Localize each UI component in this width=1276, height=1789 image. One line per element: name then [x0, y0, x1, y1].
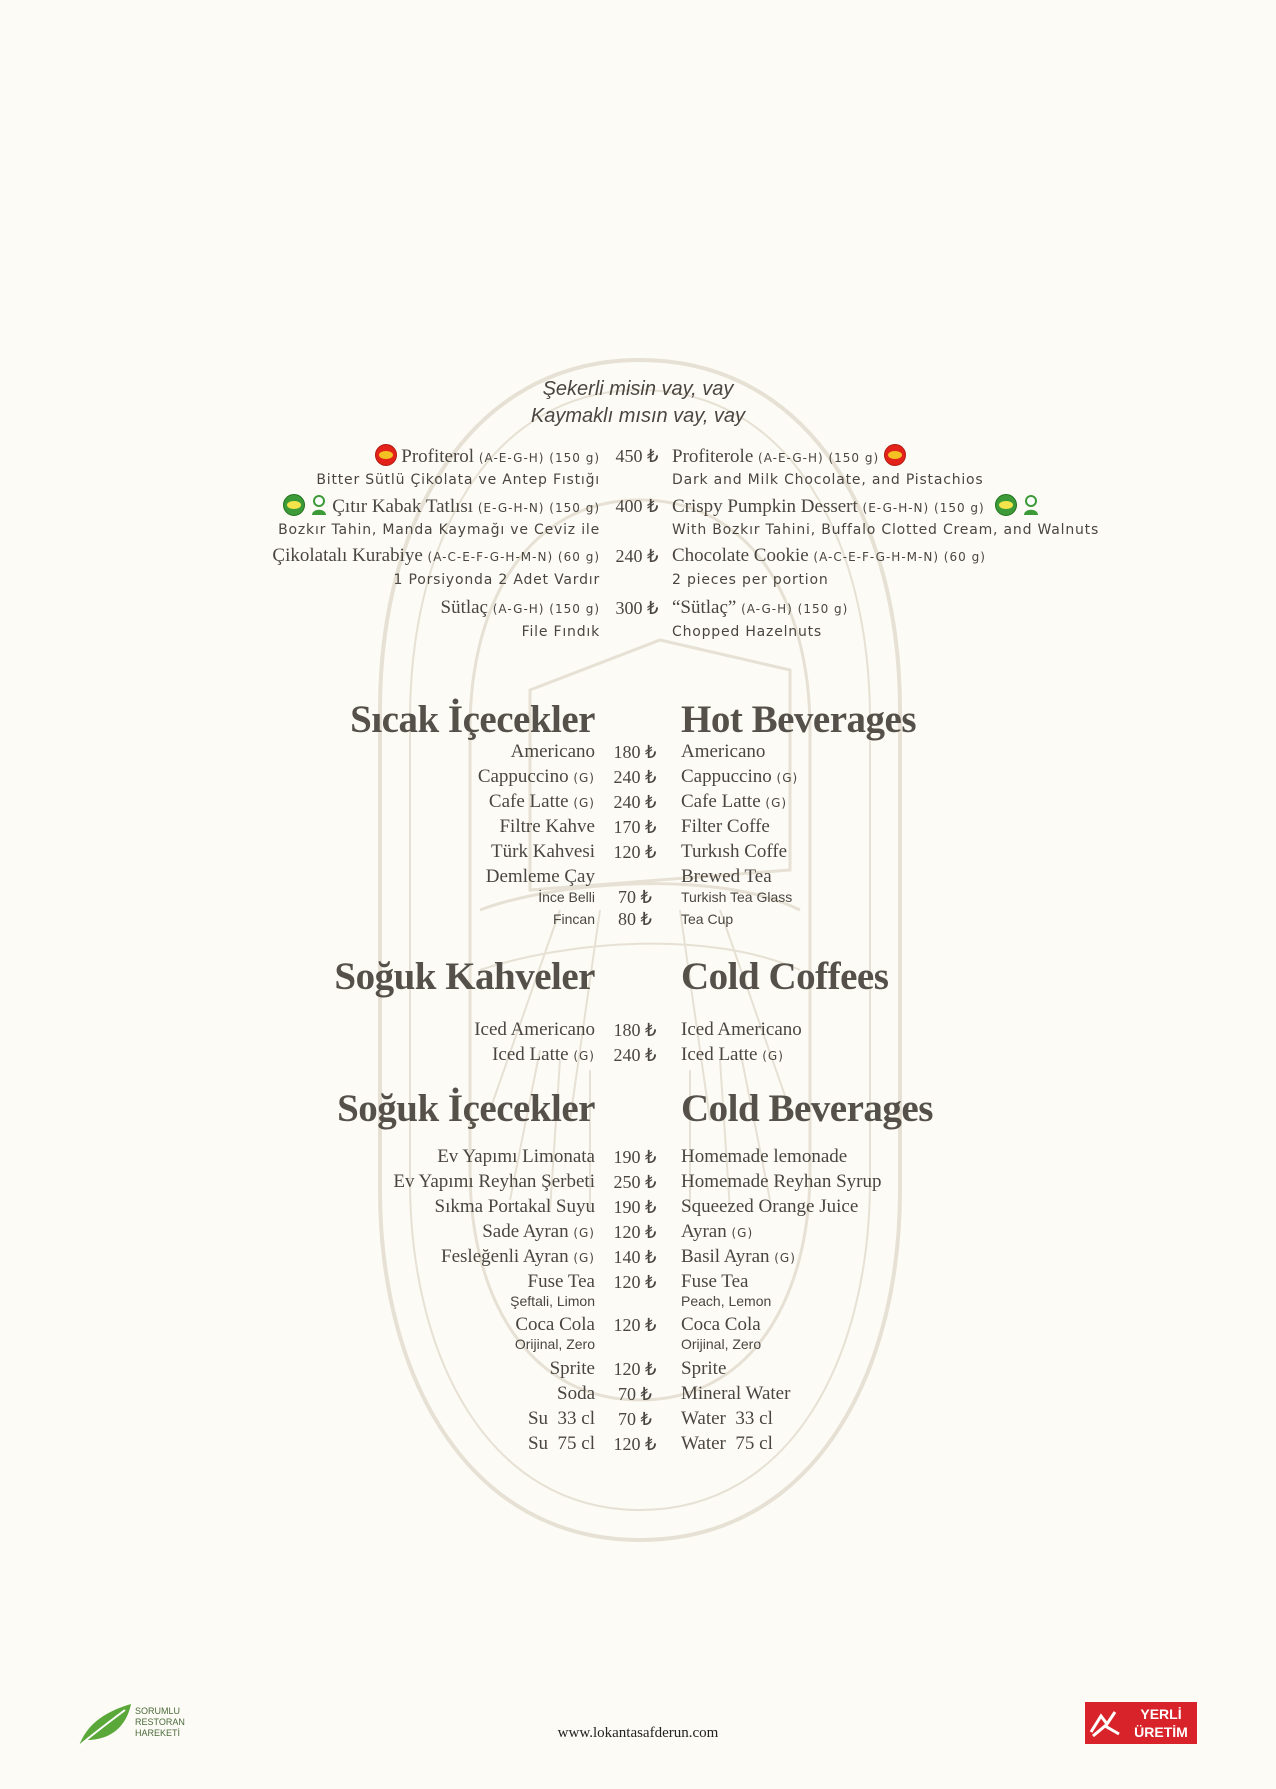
item-price: 120 ₺	[613, 842, 657, 862]
hands-icon	[1085, 1702, 1125, 1744]
menu-row	[0, 1245, 1276, 1269]
item-name-en: Basil Ayran	[681, 1246, 770, 1267]
dessert-desc-row	[0, 570, 1276, 590]
item-price: 240 ₺	[613, 1045, 657, 1065]
item-price: 190 ₺	[613, 1147, 657, 1167]
dessert-price: 300 ₺	[615, 598, 659, 618]
item-tag-tr: (G)	[573, 771, 595, 785]
item-tag-tr: (G)	[573, 796, 595, 810]
dessert-row	[0, 444, 1276, 468]
dessert-price: 450 ₺	[615, 446, 659, 466]
dessert-name-tr: Profiterol	[401, 446, 475, 467]
dessert-name-en: Chocolate Cookie	[672, 545, 809, 566]
dessert-name-tr: Çikolatalı Kurabiye	[272, 545, 423, 566]
item-variants-en: Peach, Lemon	[681, 1293, 772, 1309]
dessert-detail-en: (A-G-H) (150 g)	[741, 602, 849, 616]
tea-option-tr: Fincan	[552, 911, 595, 927]
dessert-desc-en: Dark and Milk Chocolate, and Pistachios	[672, 472, 984, 488]
item-price: 190 ₺	[613, 1197, 657, 1217]
dessert-price: 400 ₺	[615, 496, 659, 516]
item-tag-en: (G)	[765, 796, 788, 810]
item-price: 250 ₺	[613, 1172, 657, 1192]
item-name-en: Brewed Tea	[681, 866, 772, 887]
menu-row	[0, 1382, 1276, 1406]
item-tag-tr: (G)	[573, 1226, 595, 1240]
item-name-en: Iced Americano	[681, 1019, 802, 1040]
item-name-en: Coca Cola	[681, 1314, 761, 1335]
menu-row	[0, 1043, 1276, 1067]
menu-row	[0, 1170, 1276, 1194]
item-price: 140 ₺	[613, 1247, 657, 1267]
dessert-row	[0, 494, 1276, 518]
dessert-name-tr: Sütlaç	[440, 597, 488, 618]
menu-row	[0, 1018, 1276, 1042]
menu-row	[0, 790, 1276, 814]
tagline-line-2: Kaymaklı mısın vay, vay	[530, 405, 746, 427]
menu-row	[0, 1220, 1276, 1244]
item-name-tr: Cafe Latte	[488, 791, 569, 812]
item-name-tr: Sprite	[549, 1358, 595, 1379]
item-name-en: Mineral Water	[681, 1383, 791, 1404]
tagline-line-1: Şekerli misin vay, vay	[542, 378, 734, 400]
item-price: 120 ₺	[613, 1272, 657, 1292]
item-name-tr: Sıkma Portakal Suyu	[434, 1196, 595, 1217]
dessert-detail-tr: (A-G-H) (150 g)	[492, 602, 600, 616]
item-variants-tr: Orijinal, Zero	[514, 1336, 595, 1352]
item-name-tr: Su 33 cl	[527, 1408, 595, 1429]
item-price: 70 ₺	[618, 1384, 652, 1404]
item-name-en: Water 33 cl	[681, 1408, 773, 1429]
dessert-name-tr: Çıtır Kabak Tatlısı	[332, 496, 474, 517]
dessert-price: 240 ₺	[615, 546, 659, 566]
tea-option-en: Turkish Tea Glass	[681, 889, 793, 905]
item-price: 120 ₺	[613, 1315, 657, 1335]
website-link[interactable]: www.lokantasafderun.com	[557, 1725, 719, 1741]
menu-row	[0, 840, 1276, 864]
item-name-en: Ayran	[681, 1221, 727, 1242]
logo-text-line: ÜRETİM	[1134, 1724, 1188, 1740]
dessert-row	[0, 596, 1276, 620]
woman-producer-icon	[1022, 494, 1040, 516]
section-title-tr: Soğuk İçecekler	[337, 1087, 595, 1130]
green-seal-icon	[283, 494, 305, 516]
item-name-en: Sprite	[681, 1358, 727, 1379]
yerli-uretim-logo	[1085, 1700, 1197, 1745]
menu-row	[0, 1357, 1276, 1381]
item-name-tr: Fuse Tea	[527, 1271, 595, 1292]
item-name-en: Iced Latte	[681, 1044, 758, 1065]
tea-option-en: Tea Cup	[681, 911, 734, 927]
menu-row	[0, 815, 1276, 839]
dessert-desc-en: 2 pieces per portion	[672, 572, 829, 588]
dessert-desc-row	[0, 622, 1276, 642]
item-name-en: Cafe Latte	[681, 791, 761, 812]
dessert-detail-tr: (A-C-E-F-G-H-M-N) (60 g)	[427, 550, 600, 564]
dessert-detail-en: (A-C-E-F-G-H-M-N) (60 g)	[813, 550, 986, 564]
menu-row	[0, 1270, 1276, 1294]
dessert-desc-tr: Bitter Sütlü Çikolata ve Antep Fıstığı	[316, 472, 600, 488]
item-tag-tr: (G)	[573, 1251, 595, 1265]
item-name-tr: Ev Yapımı Limonata	[437, 1146, 595, 1167]
item-name-en: Squeezed Orange Juice	[681, 1196, 859, 1217]
section-title-en: Cold Coffees	[681, 955, 889, 998]
item-name-en: Cappuccino	[681, 766, 772, 787]
item-name-tr: Demleme Çay	[485, 866, 595, 887]
dessert-name-en: Crispy Pumpkin Dessert	[672, 496, 858, 517]
dessert-detail-en: (A-E-G-H) (150 g)	[758, 451, 880, 465]
item-name-en: Fuse Tea	[681, 1271, 749, 1292]
woman-producer-icon	[310, 494, 328, 516]
menu-row	[0, 865, 1276, 889]
item-name-en: Homemade Reyhan Syrup	[681, 1171, 882, 1192]
item-name-tr: Soda	[557, 1383, 595, 1404]
item-name-en: Turkısh Coffe	[681, 841, 788, 862]
logo-text-line: SORUMLU	[135, 1706, 181, 1716]
section-title-tr: Sıcak İçecekler	[350, 698, 595, 741]
dessert-desc-en: Chopped Hazelnuts	[672, 624, 823, 640]
tea-option-tr: İnce Belli	[538, 889, 595, 905]
item-name-en: Americano	[681, 741, 766, 762]
item-price: 180 ₺	[613, 1020, 657, 1040]
tea-option-price: 80 ₺	[618, 909, 652, 929]
item-price: 120 ₺	[613, 1359, 657, 1379]
item-name-tr: Iced Americano	[474, 1019, 595, 1040]
item-tag-tr: (G)	[573, 1049, 595, 1063]
item-price: 240 ₺	[613, 767, 657, 787]
item-name-tr: Sade Ayran	[482, 1221, 569, 1242]
red-seal-icon	[375, 444, 397, 466]
item-tag-en: (G)	[776, 771, 799, 785]
item-name-en: Filter Coffe	[681, 816, 770, 837]
tea-option-price: 70 ₺	[618, 887, 652, 907]
item-name-en: Homemade lemonade	[681, 1146, 848, 1167]
item-tag-en: (G)	[731, 1226, 754, 1240]
logo-text-line: HAREKETİ	[135, 1728, 181, 1738]
dessert-desc-tr: 1 Porsiyonda 2 Adet Vardır	[393, 572, 600, 588]
dessert-desc-tr: File Fındık	[521, 624, 600, 640]
item-price: 70 ₺	[618, 1409, 652, 1429]
menu-subrow	[0, 1335, 1276, 1353]
item-name-tr: Filtre Kahve	[499, 816, 595, 837]
red-seal-icon	[884, 444, 906, 466]
tea-option-row	[0, 909, 1276, 929]
section-title-en: Hot Beverages	[681, 698, 917, 741]
dessert-desc-en: With Bozkır Tahini, Buffalo Clotted Cream, and Walnuts	[672, 522, 1100, 538]
item-price: 180 ₺	[613, 742, 657, 762]
dessert-desc-row	[0, 470, 1276, 490]
item-name-tr: Ev Yapımı Reyhan Şerbeti	[393, 1171, 595, 1192]
item-variants-tr: Şeftali, Limon	[510, 1293, 595, 1309]
item-variants-en: Orijinal, Zero	[681, 1336, 762, 1352]
item-name-tr: Americano	[510, 741, 595, 762]
item-price: 170 ₺	[613, 817, 657, 837]
item-price: 120 ₺	[613, 1222, 657, 1242]
item-price: 120 ₺	[613, 1434, 657, 1454]
menu-row	[0, 765, 1276, 789]
item-name-tr: Türk Kahvesi	[491, 841, 595, 862]
section-title-tr: Soğuk Kahveler	[334, 955, 595, 998]
item-name-tr: Iced Latte	[492, 1044, 569, 1065]
menu-row	[0, 1407, 1276, 1431]
item-name-tr: Su 75 cl	[527, 1433, 595, 1454]
logo-text-line: RESTORAN	[135, 1717, 185, 1727]
dessert-row	[0, 544, 1276, 568]
tea-option-row	[0, 887, 1276, 907]
green-seal-icon	[995, 494, 1017, 516]
menu-row	[0, 1145, 1276, 1169]
menu-row	[0, 740, 1276, 764]
item-name-en: Water 75 cl	[681, 1433, 773, 1454]
item-tag-en: (G)	[774, 1251, 796, 1265]
dessert-detail-tr: (A-E-G-H) (150 g)	[478, 451, 600, 465]
item-name-tr: Fesleğenli Ayran	[441, 1246, 569, 1267]
item-name-tr: Cappuccino	[477, 766, 569, 787]
menu-row	[0, 1195, 1276, 1219]
dessert-desc-row	[0, 520, 1276, 540]
dessert-name-en: Profiterole	[672, 446, 754, 467]
dessert-desc-tr: Bozkır Tahin, Manda Kaymağı ve Ceviz ile	[278, 522, 600, 538]
menu-row	[0, 1313, 1276, 1337]
menu-row	[0, 1432, 1276, 1456]
dessert-detail-en: (E-G-H-N) (150 g)	[862, 501, 985, 515]
menu-subrow	[0, 1292, 1276, 1310]
logo-text-line: YERLİ	[1140, 1706, 1182, 1722]
item-tag-en: (G)	[762, 1049, 784, 1063]
section-title-en: Cold Beverages	[681, 1087, 933, 1130]
item-name-tr: Coca Cola	[515, 1314, 595, 1335]
dessert-name-en: “Sütlaç”	[672, 597, 737, 618]
item-price: 240 ₺	[613, 792, 657, 812]
dessert-detail-tr: (E-G-H-N) (150 g)	[477, 501, 600, 515]
